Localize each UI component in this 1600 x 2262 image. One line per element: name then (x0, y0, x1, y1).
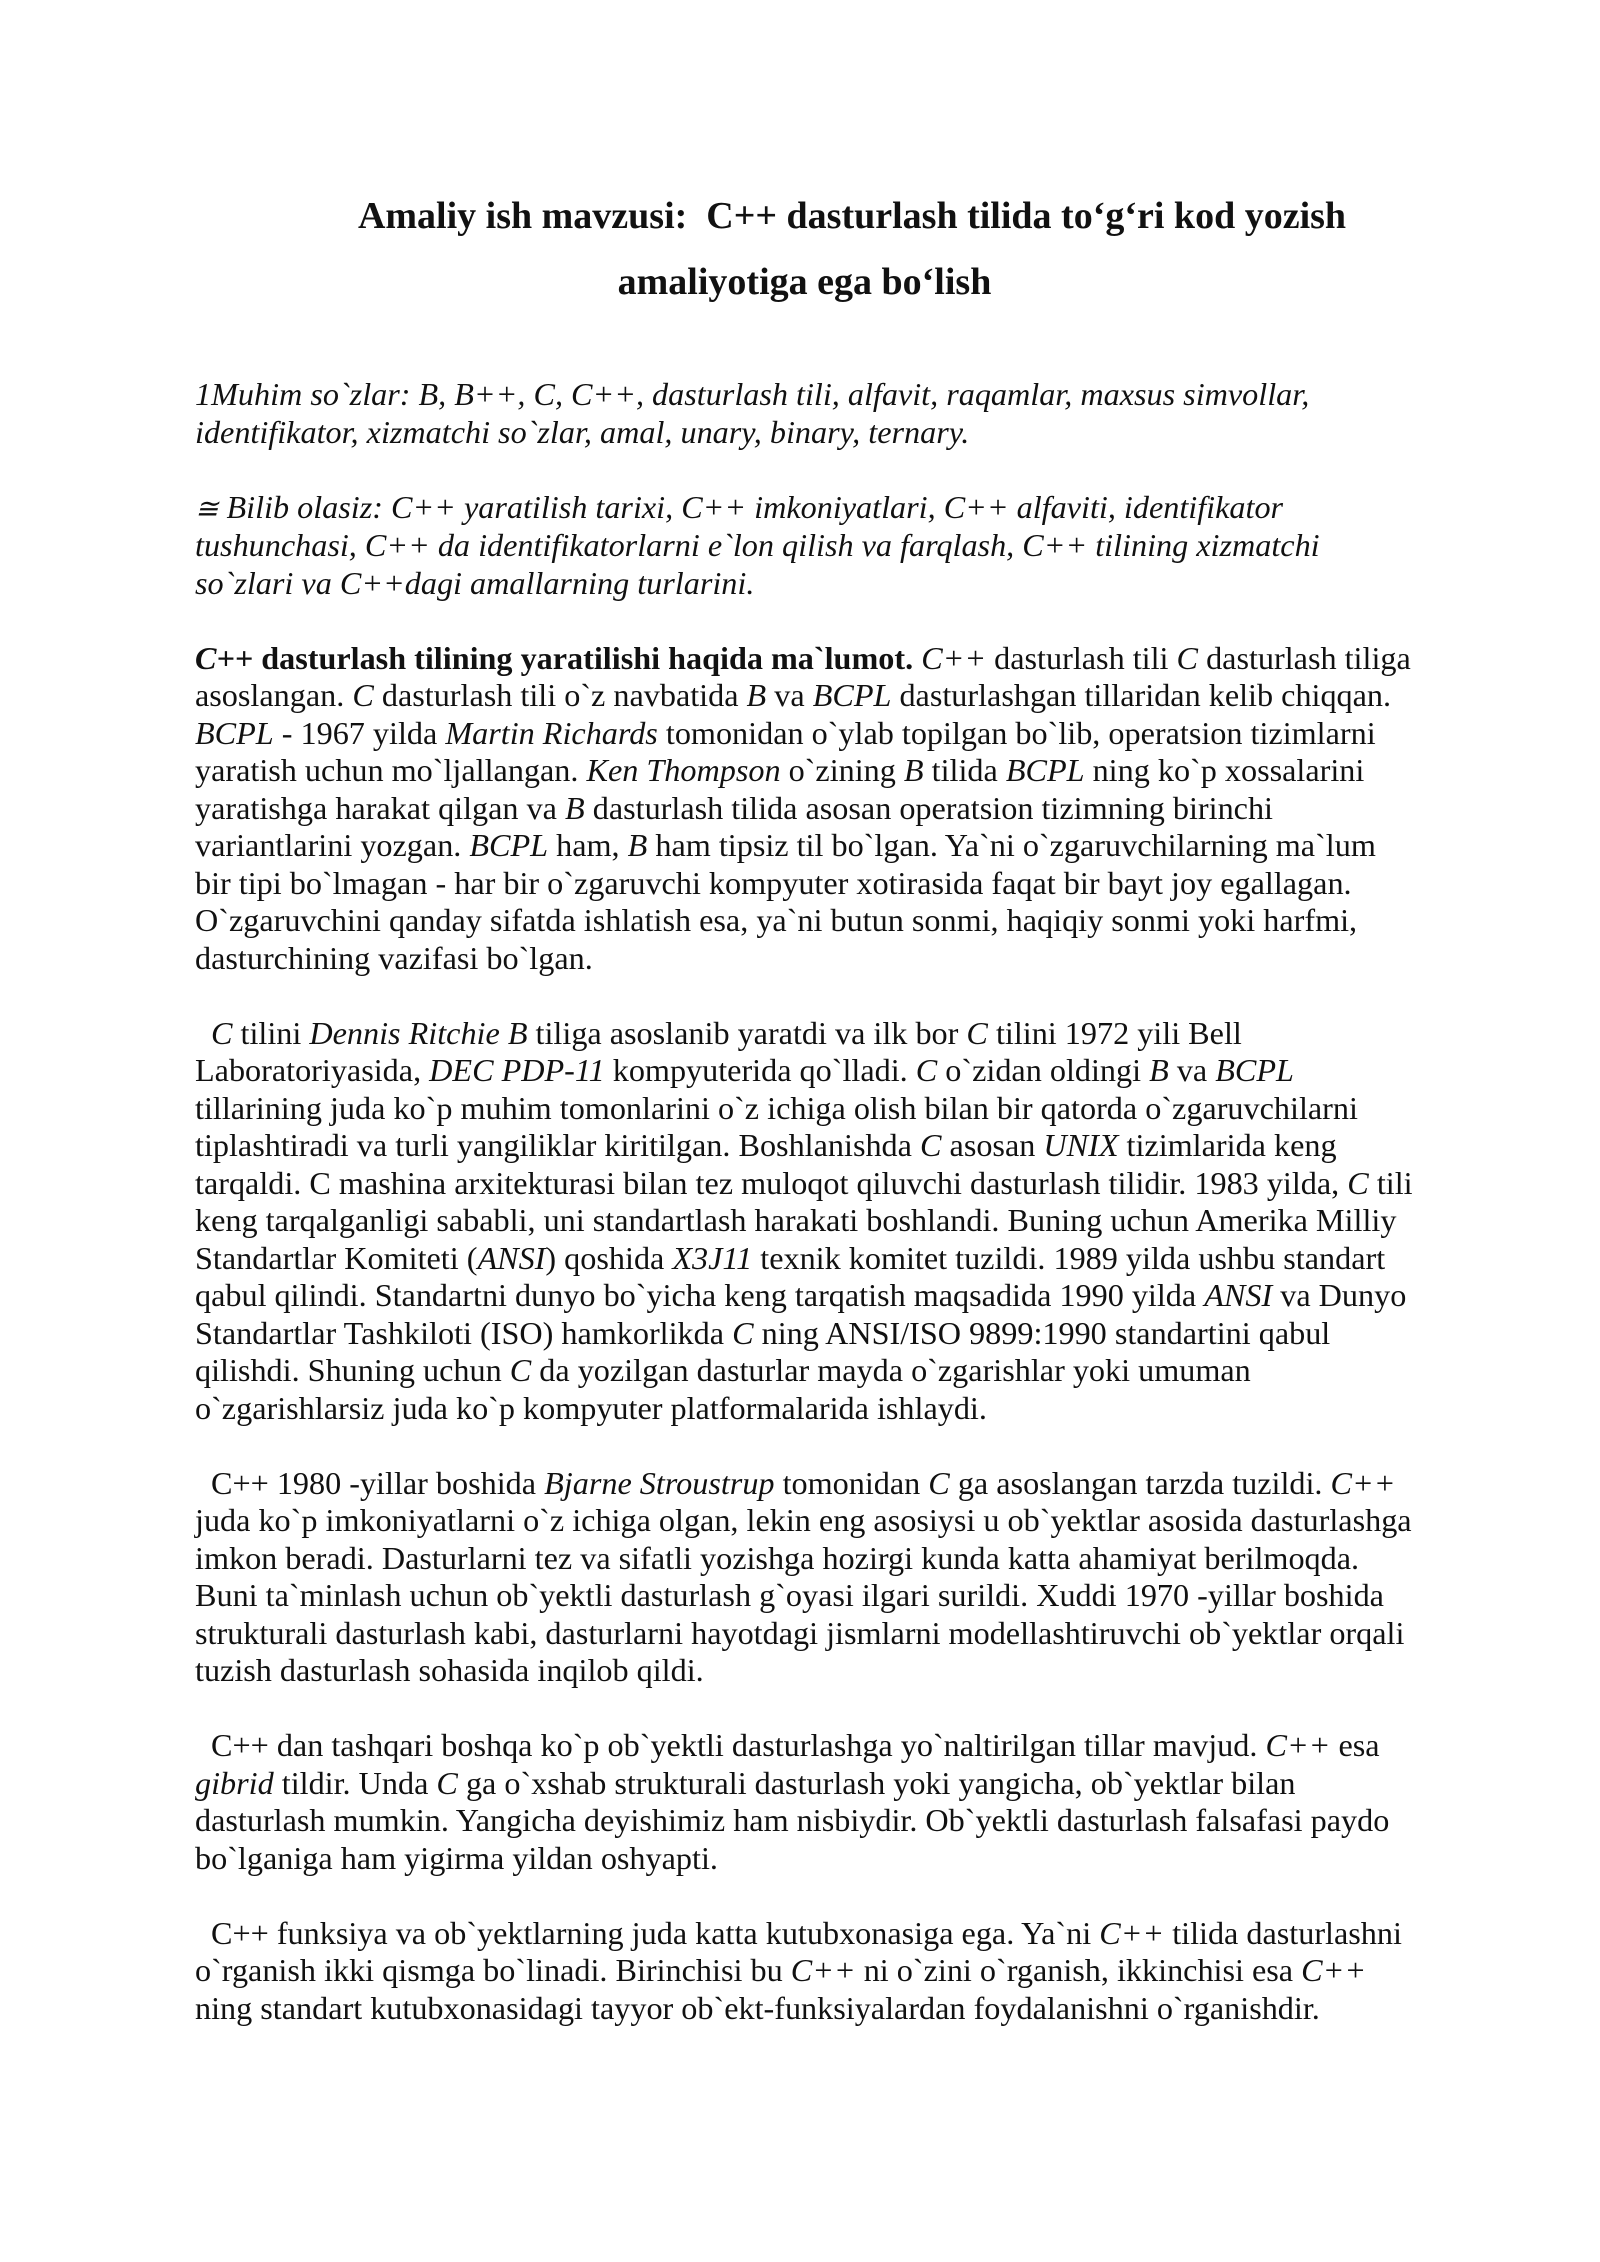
section-heading-text: C++ (195, 639, 254, 676)
emphasis-text: ANSI (477, 1239, 546, 1276)
emphasis-text: B (627, 827, 648, 863)
emphasis-text: C++ (1330, 1464, 1396, 1501)
emphasis-text: C (436, 1764, 458, 1801)
body-text: tomonidan o`ylab topilgan bo`lib, operatsion tizimlarni yaratish uchun mo`ljallangan. (195, 714, 1376, 788)
emphasis-text: C (920, 1127, 942, 1163)
body-text: juda ko`p imkoniyatlarni o`z ichiga olgan, lekin eng asosiysi u ob`yektlar asosida dasturlashga imkon beradi. Dasturlarni tez va sifatli yozishga hozirgi kunda katta ahamiyat berilmoqda. Buni ta`minlash uchun ob`yektli dasturlash g`oyasi ilgari surildi. Xuddi 1970 -yillar boshida strukturali dasturlash kabi, dasturlarni hayotdagi jismlarni modellashtiruvchi ob`yektlar orqali tuzish dasturlash sohasida inqilob qildi. (195, 1502, 1412, 1688)
emphasis-text: UNIX (1043, 1127, 1119, 1163)
body-text: tizimlarida keng tarqaldi. C mashina arxitekturasi bilan tez muloqot qiluvchi dasturlash tilidir. 1983 yilda, (195, 1127, 1348, 1201)
body-text: tilini (232, 1014, 310, 1051)
emphasis-text: C (915, 1052, 938, 1088)
document-body (195, 183, 1414, 2027)
emphasis-text: C (509, 1352, 532, 1388)
emphasis-text: gibrid (195, 1764, 274, 1801)
body-text: tilini 1972 yili Bell Laboratoriyasida, (195, 1014, 1242, 1088)
emphasis-text: BCPL (195, 714, 274, 751)
emphasis-text: C (732, 1314, 754, 1351)
emphasis-text: BCPL (1005, 752, 1085, 788)
emphasis-text: C (211, 1014, 233, 1051)
body-text: ga asoslangan tarzda tuzildi. (949, 1464, 1331, 1501)
body-text: dasturlashgan tillaridan kelib chiqqan. (891, 677, 1392, 713)
emphasis-text: C++ (1301, 1952, 1367, 1988)
body-text: tilida dasturlashni o`rganish ikki qismga bo`linadi. Birinchisi bu (195, 1914, 1402, 1988)
body-text: ham tipsiz til bo`lgan. Ya`ni o`zgaruvchilarning ma`lum bir tipi bo`lmagan - har bir o`zgaruvchi kompyuter xotirasida faqat bir bayt joy egallagan. O`zgaruvchini qanday sifatda ishlatish esa, ya`ni butun sonmi, haqiqiy sonmi yoki harfmi, dasturchining vazifasi bo`lgan. (195, 827, 1376, 976)
title-line: Amaliy ish mavzusi: C++ dasturlash tilida to‘g‘ri kod yozish (357, 195, 1347, 237)
body-text: tiliga asoslanib yaratdi va ilk bor (527, 1014, 967, 1051)
paragraph-cpp-origin (195, 1465, 1414, 1690)
emphasis-text: B (746, 677, 767, 713)
body-text: tili keng tarqalganligi sababli, uni standartlash harakati boshlandi. Buning uchun Amerika Milliy Standartlar Komiteti ( (195, 1164, 1413, 1276)
title-line: amaliyotiga ega bo‘lish (617, 261, 992, 303)
body-text: va Dunyo Standartlar Tashkiloti (ISO) hamkorlikda (195, 1277, 1407, 1351)
learning-goals-text: Bilib olasiz: C++ yaratilish tarixi, C++ imkoniyatlari, C++ alfaviti, identifikator tushunchasi, C++ da identifikatorlarni e`lon qilish va farqlash, C++ tilining xizmatchi so`zlari va C++dagi amallarning turlarini. (195, 488, 1320, 601)
body-text: C++ funksiya va ob`yektlarning juda katta kutubxonasiga ega. Ya`ni (211, 1914, 1100, 1951)
keywords-block (195, 376, 1414, 451)
emphasis-text: B (1149, 1052, 1169, 1088)
body-text: tillarining juda ko`p muhim tomonlarini o`z ichiga olish bilan bir qatorda o`zgaruvchilarni tiplashtiradi va turli yangiliklar kiritilgan. Boshlanishda (195, 1089, 1358, 1163)
body-text: kompyuterida qo`lladi. (604, 1052, 916, 1088)
emphasis-text: B (903, 752, 924, 788)
emphasis-text: X3J11 (672, 1239, 753, 1276)
emphasis-text: DEC PDP-11 (429, 1052, 605, 1088)
emphasis-text: BCPL (812, 677, 892, 713)
emphasis-text: Martin Richards (445, 714, 658, 751)
emphasis-text: C++ (1099, 1914, 1165, 1951)
paragraph-c-history (195, 1015, 1414, 1428)
emphasis-text: ANSI (1204, 1277, 1273, 1313)
body-text: ning ko`p xossalarini yaratishga harakat qilgan va (195, 752, 1365, 826)
body-text: ning standart kutubxonasidagi tayyor ob`ekt-funksiyalardan foydalanishni o`rganishdir. (195, 1989, 1320, 2026)
paragraph-cpp-library (195, 1915, 1414, 2028)
emphasis-text: C (1176, 639, 1199, 676)
body-text: va (1168, 1052, 1216, 1088)
paragraph-cpp-hybrid (195, 1727, 1414, 1877)
body-text: C++ dan tashqari boshqa ko`p ob`yektli dasturlashga yo`naltirilgan tillar mavjud. (211, 1727, 1266, 1763)
emphasis-text: C++ (790, 1952, 856, 1988)
body-text: - 1967 yilda (273, 714, 446, 751)
body-text: va (766, 677, 813, 713)
body-text: dasturlash tili (986, 639, 1177, 676)
body-text: texnik komitet tuzildi. 1989 yilda ushbu standart qabul qilindi. Standartni dunyo bo`yicha keng tarqatish maqsadida 1990 yilda (195, 1239, 1386, 1313)
emphasis-text: Ken Thompson (586, 752, 781, 788)
section-heading-text: dasturlash tilining yaratilishi haqida ma`lumot. (253, 639, 922, 676)
body-text: dasturlash tiliga asoslangan. (195, 639, 1411, 713)
emphasis-text: C++ (1265, 1727, 1331, 1763)
emphasis-text: C (928, 1464, 950, 1501)
emphasis-text: B (565, 789, 585, 826)
congruence-marker-icon: ≅ (195, 491, 219, 525)
emphasis-text: C (966, 1014, 988, 1051)
keywords-text: Muhim so`zlar: B, B++, C, C++, dasturlash tili, alfavit, raqamlar, maxsus simvollar, identifikator, xizmatchi so`zlar, amal, unary, binary, ternary. (195, 376, 1310, 450)
body-text: asosan (941, 1127, 1044, 1163)
body-text: C++ 1980 -yillar boshida (211, 1464, 545, 1501)
body-text: ni o`zini o`rganish, ikkinchisi esa (855, 1952, 1302, 1988)
body-text: ning ANSI/ISO 9899:1990 standartini qabul qilishdi. Shuning uchun (195, 1314, 1331, 1388)
body-text: tomonidan (774, 1464, 929, 1501)
body-text: dasturlash tilida asosan operatsion tizimning birinchi variantlarini yozgan. (195, 789, 1273, 863)
emphasis-text: C (1347, 1164, 1369, 1201)
body-text: esa (1330, 1727, 1380, 1763)
body-text: tilida (923, 752, 1006, 788)
body-text: ga o`xshab strukturali dasturlash yoki yangicha, ob`yektlar bilan dasturlash mumkin. Yangicha deyishimiz ham nisbiydir. Ob`yektli dasturlash falsafasi paydo bo`lganiga ham yigirma yildan oshyapti. (195, 1764, 1390, 1876)
emphasis-text: BCPL (469, 827, 549, 863)
learning-goals-block (195, 489, 1414, 603)
emphasis-text: C++ (921, 639, 987, 676)
page-title (195, 183, 1414, 315)
body-text: ham, (548, 827, 628, 863)
body-text: tildir. Unda (273, 1764, 437, 1801)
emphasis-text: Bjarne Stroustrup (544, 1464, 775, 1501)
emphasis-text: BCPL (1215, 1052, 1294, 1088)
body-text: o`zining (780, 752, 904, 788)
emphasis-text: Dennis Ritchie B (309, 1014, 528, 1051)
emphasis-text: C (352, 677, 374, 713)
body-text: o`zidan oldingi (937, 1052, 1150, 1088)
body-text: ) qoshida (545, 1239, 673, 1276)
paragraph-cpp-history (195, 640, 1414, 978)
body-text: da yozilgan dasturlar mayda o`zgarishlar yoki umuman o`zgarishlarsiz juda ko`p kompyuter platformalarida ishlaydi. (195, 1352, 1251, 1426)
key-marker-icon: 1 (195, 376, 212, 412)
body-text: dasturlash tili o`z navbatida (373, 677, 747, 713)
